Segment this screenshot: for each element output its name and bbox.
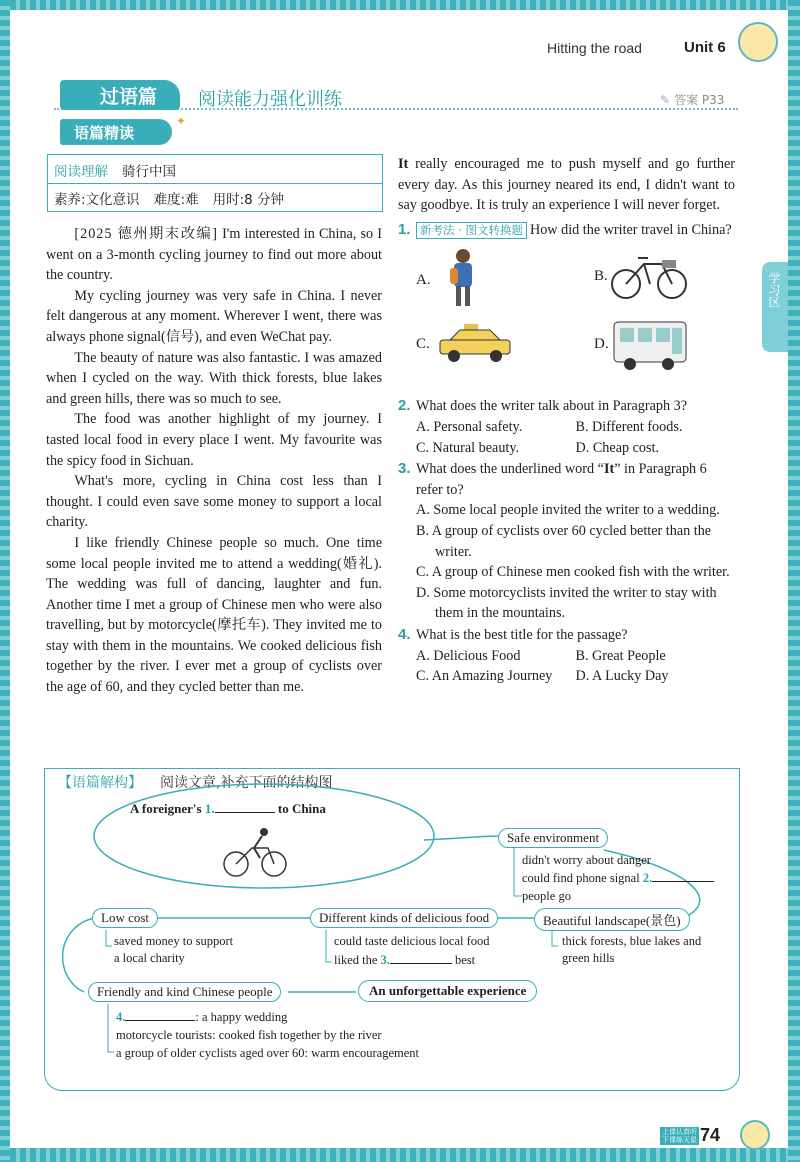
- landscape-detail-1: thick forests, blue lakes and: [562, 934, 702, 948]
- question-4-option-d: D. A Lucky Day: [575, 668, 669, 685]
- paragraph-3: The beauty of nature was also fantastic. I was amazed when I cycled on the way. With thick forests, blue lakes and green hills, there was so much to see.: [46, 349, 382, 407]
- question-3-word: It: [603, 461, 615, 478]
- paragraph-7-text: really encouraged me to push myself and go further every day. As this journey neared its end, I didn't want to say goodbye. It is truly an experience I will never forget.: [398, 156, 735, 214]
- answer-reference-text: 答案 P33: [674, 93, 725, 107]
- right-column: [398, 154, 735, 687]
- question-2-option-a: A. Personal safety.: [416, 418, 523, 435]
- option-d-label: D.: [594, 336, 609, 353]
- mascot-icon-bottom: [740, 1120, 770, 1150]
- structure-heading: 【语篇解构】: [58, 775, 142, 791]
- bicycle-icon: [610, 250, 690, 302]
- question-3-number: 3.: [398, 460, 411, 478]
- reading-type: 阅读理解: [54, 164, 108, 180]
- option-b-label: B.: [594, 268, 608, 285]
- section-badge: 过语篇: [60, 80, 180, 110]
- blank-2-number: 2.: [642, 871, 653, 885]
- paragraph-2: My cycling journey was very safe in China. I never felt dangerous at any moment. Wherever I went, there was always phone signal(信号), and even WeChat pay.: [46, 287, 382, 345]
- question-4-option-a: A. Delicious Food: [416, 647, 521, 664]
- low-cost-detail-1: saved money to support: [114, 934, 234, 948]
- paragraph-6: I like friendly Chinese people so much. One time some local people invited me to attend a wedding(婚礼). The wedding was full of dancing, laughter and fun. Another time I met a group of Chinese men who were also travelling, but by motorcycle(摩托车). They invited me to stay with them in the mountains. We cooked delicious fish together by the river. I ever met a group of cyclists over the age of 60, and they cycled better than me.: [46, 534, 382, 696]
- node-low-cost: Low cost: [92, 908, 158, 928]
- question-2-options-row-1: [398, 417, 735, 438]
- page-border-left: [0, 0, 10, 1162]
- question-2: [398, 396, 735, 417]
- sub-section-badge: 语篇精读: [60, 119, 172, 145]
- reading-passage: [46, 224, 382, 698]
- paragraph-7-it: It: [398, 156, 409, 172]
- blank-1-number: 1.: [204, 801, 215, 816]
- landscape-detail-2: green hills: [562, 951, 615, 965]
- blank-3[interactable]: [390, 963, 452, 964]
- star-icon: ✦: [176, 114, 187, 128]
- node-safe-environment: Safe environment: [498, 828, 608, 848]
- question-1: [398, 220, 735, 241]
- question-3-option-a: A. Some local people invited the writer to a wedding.: [416, 502, 720, 519]
- side-tab[interactable]: 学习区: [762, 262, 788, 352]
- question-3-option-b: B. A group of cyclists over 60 cycled better than the writer.: [416, 522, 712, 560]
- people-detail-1-post: : a happy wedding: [195, 1010, 288, 1024]
- info-row-1: [48, 155, 382, 184]
- map-title: [130, 800, 326, 817]
- question-1-text: How did the writer travel in China?: [529, 221, 732, 238]
- pen-icon: ✎: [660, 93, 671, 107]
- food-detail-1: could taste delicious local food: [334, 934, 490, 948]
- low-cost-detail-2: a local charity: [114, 951, 185, 965]
- food-detail-2-post: best: [451, 953, 476, 967]
- taxi-icon: [436, 322, 514, 366]
- page-border-top: [0, 0, 800, 10]
- source-tag: [2025 德州期末改编]: [74, 226, 218, 242]
- structure-instruction: 阅读文章,补充下面的结构图: [160, 775, 333, 791]
- question-3: [398, 459, 735, 500]
- info-row-2: [48, 184, 382, 212]
- question-1-pictures: [398, 246, 735, 390]
- question-4-option-b: B. Great People: [575, 647, 666, 664]
- page-border-bottom: [0, 1148, 800, 1162]
- question-4-options-row-1: [398, 646, 735, 667]
- option-a-label: A.: [416, 272, 431, 289]
- blank-4[interactable]: [125, 1020, 195, 1021]
- page-border-right: [788, 0, 800, 1162]
- node-beautiful-landscape: Beautiful landscape(景色): [534, 908, 690, 931]
- page-number: 74: [700, 1125, 721, 1145]
- node-center: An unforgettable experience: [358, 980, 537, 1002]
- paragraph-1: [46, 224, 382, 286]
- safe-detail-3: people go: [522, 889, 571, 903]
- blank-2[interactable]: [652, 881, 714, 882]
- literacy: 素养:文化意识: [54, 192, 140, 208]
- question-4-text: What is the best title for the passage?: [416, 626, 628, 643]
- footer-tag-line-2: 下课练天星: [662, 1136, 697, 1144]
- people-detail-1: [116, 1009, 287, 1026]
- map-title-pre: A foreigner's: [130, 801, 205, 816]
- node-delicious-food: Different kinds of delicious food: [310, 908, 498, 928]
- question-1-number: 1.: [398, 220, 411, 238]
- question-4-options-row-2: [398, 666, 735, 687]
- header-title: Hitting the road: [547, 40, 642, 56]
- difficulty: 难度:难: [153, 192, 199, 208]
- question-2-option-c: C. Natural beauty.: [416, 439, 520, 456]
- question-4-number: 4.: [398, 625, 411, 643]
- question-4: [398, 625, 735, 646]
- question-2-number: 2.: [398, 397, 411, 415]
- food-detail-2: [334, 952, 475, 969]
- question-2-text: What does the writer talk about in Paragraph 3?: [416, 398, 688, 415]
- section-subtitle: 阅读能力强化训练: [198, 89, 342, 110]
- paragraph-5: What's more, cycling in China cost less than I thought. I could even save some money to support a local charity.: [46, 473, 382, 531]
- info-box: [47, 154, 383, 212]
- food-detail-2-pre: liked the: [334, 953, 381, 967]
- answer-reference: [660, 91, 724, 108]
- blank-3-number: 3.: [380, 953, 390, 967]
- question-tag: 新考法 · 图文转换题: [416, 222, 527, 239]
- option-c-label: C.: [416, 336, 430, 353]
- question-4-option-c: C. An Amazing Journey: [416, 668, 553, 685]
- safe-detail-2-pre: could find phone signal: [522, 871, 643, 885]
- people-detail-2: motorcycle tourists: cooked fish together by the river: [116, 1028, 382, 1042]
- question-2-option-d: D. Cheap cost.: [575, 439, 660, 456]
- mascot-icon: [738, 22, 778, 62]
- paragraph-4: The food was another highlight of my journey. I tasted local food in every place I went. My favourite was the spicy food in Sichuan.: [46, 411, 382, 469]
- question-3-option-d: D. Some motorcyclists invited the writer to stay with them in the mountains.: [416, 584, 717, 622]
- people-detail-3: a group of older cyclists aged over 60: warm encouragement: [116, 1046, 420, 1060]
- header-unit: Unit 6: [684, 39, 726, 56]
- safe-detail-1: didn't worry about danger: [522, 853, 651, 867]
- question-2-options-row-2: [398, 438, 735, 459]
- question-3-text-pre: What does the underlined word “: [416, 461, 604, 478]
- reading-topic: 骑行中国: [122, 164, 176, 180]
- question-3-option-c: C. A group of Chinese men cooked fish with the writer.: [416, 564, 730, 581]
- question-3-text-post: ” in Paragraph 6 refer to?: [416, 461, 707, 498]
- safe-detail-2: [522, 870, 714, 887]
- footer-tag-line-1: 上课认真听: [662, 1128, 697, 1136]
- paragraph-1-text: I'm interested in China, so I went on a 3-month cycling journey to find out more about the country.: [46, 226, 382, 284]
- bus-icon: [612, 318, 690, 372]
- node-friendly-people: Friendly and kind Chinese people: [88, 982, 281, 1002]
- blank-1[interactable]: [215, 812, 275, 813]
- footer-tag: [660, 1127, 699, 1145]
- blank-4-number: 4.: [116, 1010, 126, 1024]
- paragraph-7: [398, 154, 735, 216]
- question-2-option-b: B. Different foods.: [575, 418, 683, 435]
- cyclist-icon: [224, 828, 286, 876]
- time-limit: 用时:8 分钟: [212, 192, 285, 208]
- walking-person-icon: [438, 246, 488, 314]
- map-title-post: to China: [274, 801, 326, 816]
